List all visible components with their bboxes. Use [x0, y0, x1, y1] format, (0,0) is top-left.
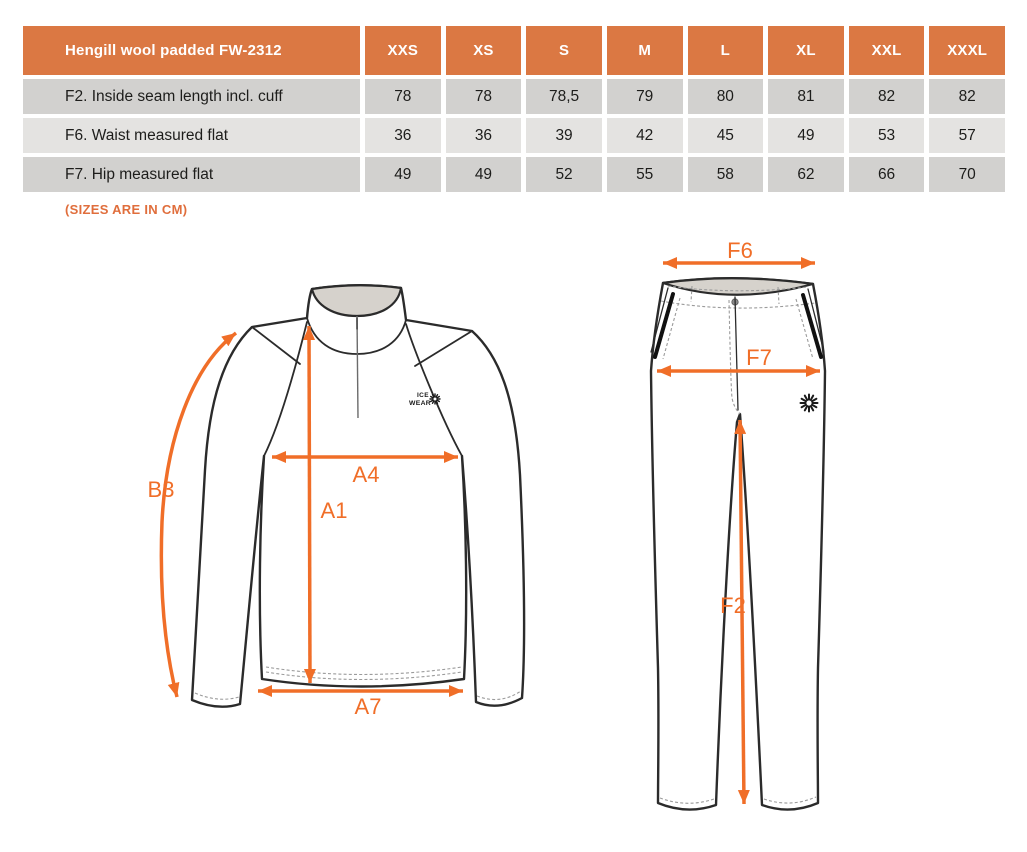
table-product-header: Hengill wool padded FW-2312	[23, 26, 360, 75]
units-note: (SIZES ARE IN CM)	[65, 202, 188, 217]
logo-text-ice: ICE	[416, 392, 430, 399]
measure-label-a7: A7	[354, 694, 382, 719]
measure-label-f6: F6	[727, 238, 753, 263]
size-value-cell: 49	[365, 157, 441, 192]
size-value-cell: 36	[446, 118, 522, 153]
size-value-cell: 55	[607, 157, 683, 192]
size-value-cell: 49	[446, 157, 522, 192]
size-header-xs: XS	[446, 26, 522, 75]
sweater-outline	[192, 285, 524, 706]
pants-outline	[651, 278, 825, 809]
row-label-f2: F2. Inside seam length incl. cuff	[23, 79, 360, 114]
size-table	[23, 26, 1005, 192]
measure-label-b3: B3	[147, 477, 175, 502]
size-value-cell: 49	[768, 118, 844, 153]
size-value-cell: 82	[929, 79, 1005, 114]
size-value-cell: 78	[446, 79, 522, 114]
measure-label-f2: F2	[720, 593, 746, 618]
size-header-xxl: XXL	[849, 26, 925, 75]
size-value-cell: 78	[365, 79, 441, 114]
size-value-cell: 36	[365, 118, 441, 153]
size-header-m: M	[607, 26, 683, 75]
sweater-diagram	[60, 270, 570, 740]
size-value-cell: 52	[526, 157, 602, 192]
zipper-line	[357, 316, 358, 418]
size-header-xxs: XXS	[365, 26, 441, 75]
size-value-cell: 62	[768, 157, 844, 192]
row-label-f6: F6. Waist measured flat	[23, 118, 360, 153]
measure-arrow-a1	[309, 326, 310, 683]
size-value-cell: 79	[607, 79, 683, 114]
size-value-cell: 57	[929, 118, 1005, 153]
size-value-cell: 82	[849, 79, 925, 114]
measure-label-a4: A4	[352, 462, 380, 487]
row-label-f7: F7. Hip measured flat	[23, 157, 360, 192]
size-value-cell: 81	[768, 79, 844, 114]
pants-diagram	[628, 238, 988, 838]
size-value-cell: 66	[849, 157, 925, 192]
size-value-cell: 78,5	[526, 79, 602, 114]
size-value-cell: 53	[849, 118, 925, 153]
size-value-cell: 39	[526, 118, 602, 153]
size-value-cell: 70	[929, 157, 1005, 192]
size-value-cell: 80	[688, 79, 764, 114]
size-value-cell: 58	[688, 157, 764, 192]
size-header-l: L	[688, 26, 764, 75]
size-header-xxxl: XXXL	[929, 26, 1005, 75]
size-value-cell: 45	[688, 118, 764, 153]
logo-text-wear: WEAR	[409, 400, 431, 407]
measure-label-a1: A1	[320, 498, 348, 523]
size-header-xl: XL	[768, 26, 844, 75]
size-header-s: S	[526, 26, 602, 75]
size-value-cell: 42	[607, 118, 683, 153]
measure-label-f7: F7	[746, 345, 772, 370]
